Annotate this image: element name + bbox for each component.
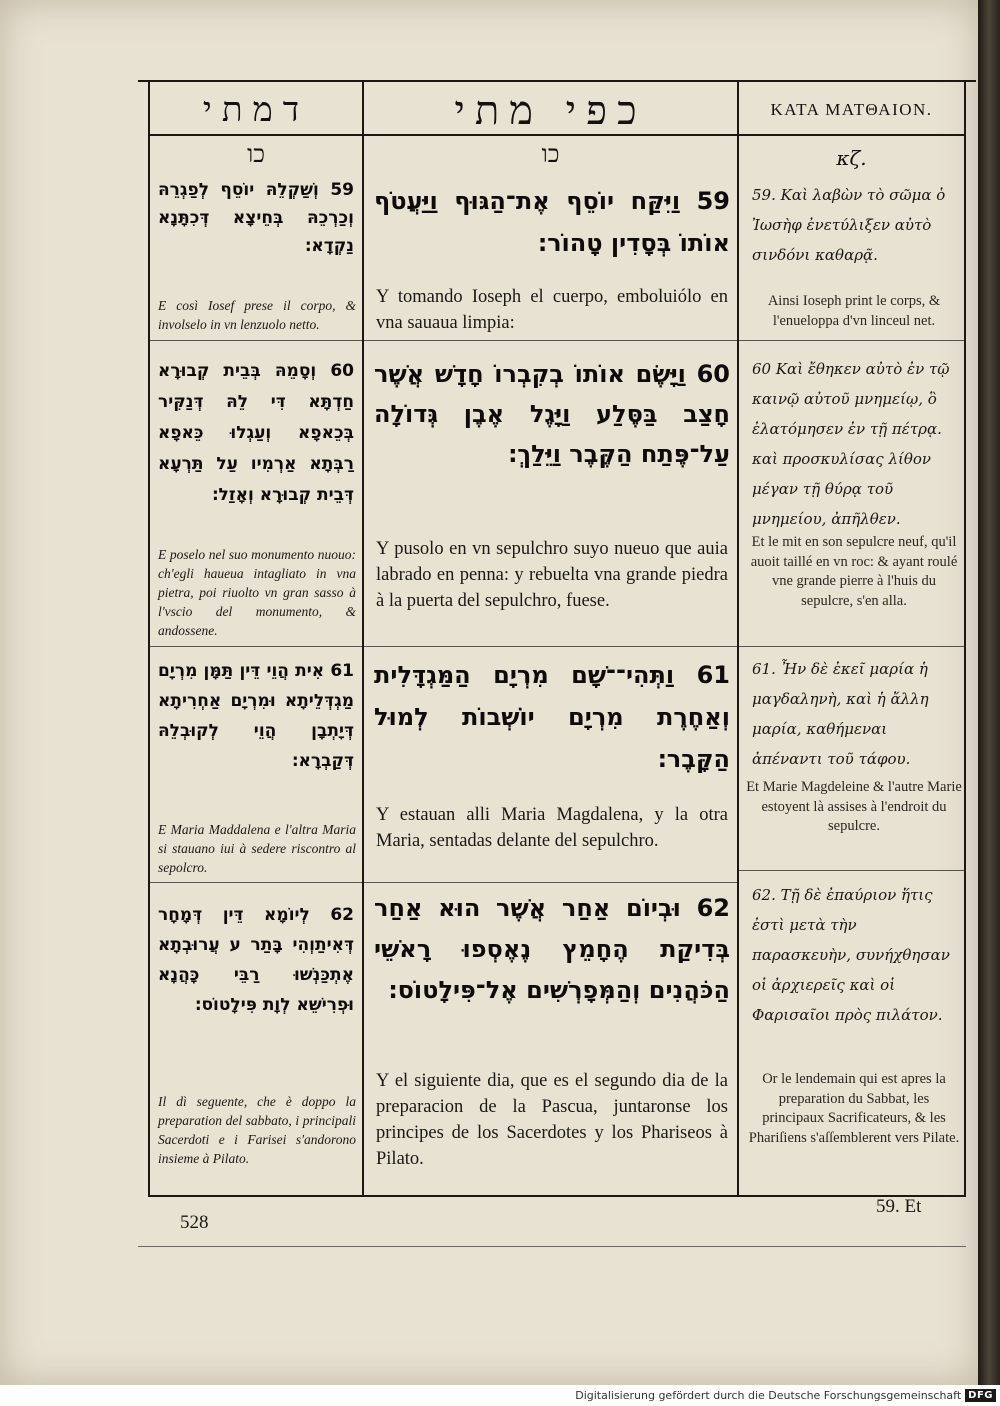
french-verse-62: Or le lendemain qui est apres la preparation du Sabbat, les principaux Sacrificateurs, & les Phariſiens s'aſſemblerent vers Pilate. bbox=[748, 1071, 960, 1146]
column-divider-1 bbox=[362, 82, 364, 1197]
chapter-hebrew: כו bbox=[541, 140, 560, 168]
book-spine bbox=[978, 0, 1000, 1385]
italian-verse-59: E così Iosef prese il corpo, & involselo in vn lenzuolo netto. bbox=[158, 298, 356, 332]
left-border bbox=[148, 82, 150, 1197]
hebrew-verse-60: 60 וַיָּשֶׂם אוֹתוֹ בְקִבְרוֹ חָדָשׁ אֲשֶׁר חָצַב בַּסֶּלַע וַיָּגֶל אֶבֶן גְּדוֹלָה עַל־פֶּתַח הַקֶּבֶר וַיֵּלַךְ׃ bbox=[374, 360, 730, 468]
aramaic-verse-61: 61 אִית הֲוֵי דֵּין תַּמָּן מִרְיָם מַגְדְּלֵיתָא וּמִרְיָם אַחְרִיתָא דְּיָתְבָן הֲוֵי לְקוּבְלֵהּ דְּקַבְרָא׃ bbox=[158, 661, 354, 771]
bottom-rule bbox=[148, 1195, 966, 1197]
header-rule bbox=[148, 134, 966, 136]
separator-center-3 bbox=[364, 882, 737, 883]
greek-verse-61: 61. Ἦν δὲ ἐκεῖ μαρία ἡ μαγδαληνὴ, καὶ ἡ ἄλλη μαρία, καθήμεναι ἀπέναντι τοῦ τάφου. bbox=[752, 660, 929, 768]
separator-center-1 bbox=[364, 340, 737, 341]
top-rule bbox=[138, 80, 976, 82]
italian-verse-61: E Maria Maddalena e l'altra Maria si stauano iui à sedere riscontro al sepolcro. bbox=[158, 822, 356, 875]
italian-verse-62: Il dì seguente, che è doppo la preparation del sabbato, i principali Sacerdoti e i Farisei s'andorono insieme à Pilato. bbox=[158, 1094, 356, 1166]
hebrew-verse-59: 59 וַיִּקַּח יוֹסֵף אֶת־הַגּוּף וַיַּעֲטֹף אוֹתוֹ בְּסָדִין טָהוֹר׃ bbox=[374, 187, 730, 257]
separator-left-2 bbox=[150, 646, 362, 647]
header-aramaic: דמתי bbox=[202, 90, 310, 130]
italian-verse-60: E poselo nel suo monumento nuouo: ch'egli haueua intagliato in vna pietra, poi riuolto vn gran sasso à l'vscio del monumento, & andossene. bbox=[158, 547, 356, 638]
spanish-verse-59: Y tomando Ioseph el cuerpo, emboluiólo en vna sauaua limpia: bbox=[376, 287, 728, 333]
separator-left-3 bbox=[150, 882, 362, 883]
french-verse-60: Et le mit en son sepulcre neuf, qu'il auoit taillé en vn roc: & ayant roulé vne grande pierre à l'huis du sepulcre, s'en alla. bbox=[750, 534, 958, 609]
hebrew-verse-62: 62 וּבְיוֹם אַחַר אֲשֶׁר הוּא אַחַר בְּדִיקַת הֶחָמֵץ נֶאֶסְפוּ רָאשֵׁי הַכֹּהֲנִים וְהַמְּפָרְשִׁים אֶל־פִּילָטוֹס׃ bbox=[374, 894, 730, 1004]
greek-verse-59: 59. Καὶ λαβὼν τὸ σῶμα ὁ Ἰωσὴφ ἐνετύλιξεν αὐτὸ σινδόνι καθαρᾷ. bbox=[752, 186, 946, 264]
right-border bbox=[964, 82, 966, 1197]
separator-right-3 bbox=[739, 870, 964, 871]
hebrew-verse-61: 61 וַתְּהִי־־שָׁם מִרְיָם הַמַּגְדָּלִית וְאַחֶרֶת מִרְיָם יוֹשְׁבוֹת לְמוּל הַקָּבֶר׃ bbox=[374, 661, 730, 773]
catchword: 59. Et bbox=[876, 1196, 922, 1217]
greek-verse-60: 60 Καὶ ἔθηκεν αὐτὸ ἐν τῷ καινῷ αὐτοῦ μνημείῳ, ὃ ἐλατόμησεν ἐν τῇ πέτρᾳ. καὶ προσκυλίσας λίθον μέγαν τῇ θύρᾳ τοῦ μνημείου, ἀπῆλθεν. bbox=[752, 360, 950, 528]
page-number: 528 bbox=[180, 1212, 209, 1233]
header-hebrew: כפי מתי bbox=[454, 87, 647, 134]
separator-right-1 bbox=[739, 340, 964, 341]
chapter-greek: κζ. bbox=[836, 146, 867, 170]
aramaic-verse-59: 59 וְשַׁקְלֵהּ יוֹסֵף לְפַגְרֵהּ וְכַרְכֵהּ בְּחֵיצָא דְּכִתָּנָא נַקְדָא׃ bbox=[158, 180, 354, 256]
header-greek: ΚΑΤΑ ΜΑΤΘΑΙΟΝ. bbox=[770, 100, 933, 119]
digitization-credit bbox=[575, 1386, 996, 1405]
separator-right-2 bbox=[739, 646, 964, 647]
column-divider-2 bbox=[737, 82, 739, 1197]
footer-rule bbox=[138, 1246, 966, 1247]
spanish-verse-62: Y el siguiente dia, que es el segundo dia de la preparacion de la Pascua, juntaronse los principes de los Sacerdotes y los Phariseos à Pilato. bbox=[376, 1071, 728, 1169]
french-verse-59: Ainsi Ioseph print le corps, & l'enueloppa d'vn linceul net. bbox=[767, 293, 941, 329]
aramaic-verse-62: 62 לְיוֹמָא דֵּין דְּמָחָר דְּאִיתַוְהִי בָּתַר ע עֲרוּבְתָא אֶתְכַּנְשׁוּ רַבֵּי כָּהֲנָא וּפְרִישֵׁא לְוָת פִּילָטוֹס׃ bbox=[158, 905, 354, 1015]
dfg-logo: DFG bbox=[965, 1389, 996, 1402]
french-verse-61: Et Marie Magdeleine & l'autre Marie estoyent là assises à l'endroit du sepulcre. bbox=[746, 779, 962, 834]
aramaic-verse-60: 60 וְסָמֵהּ בְּבֵית קְבוּרָא חַדְתָּא דִּי לֵהּ דְּנַקִּיר בְּכֵאפָא וְעַגְלוּ כֵּאפָא רַבְּתָא אַרְמִיו עַל תַּרְעָא דְּבֵית קְבוּרָא וְאָזַל׃ bbox=[158, 361, 354, 505]
chapter-aramaic: כו bbox=[247, 140, 265, 168]
greek-verse-62: 62. Τῇ δὲ ἐπαύριον ἥτις ἐστὶ μετὰ τὴν παρασκευὴν, συνήχθησαν οἱ ἀρχιερεῖς καὶ οἱ Φαρισαῖοι πρὸς πιλάτον. bbox=[752, 886, 950, 1024]
spanish-verse-61: Y estauan alli Maria Magdalena, y la otra Maria, sentadas delante del sepulchro. bbox=[376, 805, 728, 851]
spanish-verse-60: Y pusolo en vn sepulchro suyo nueuo que auia labrado en penna: y rebuelta vna grande piedra à la puerta del sepulchro, fuese. bbox=[376, 539, 728, 611]
digitization-note: Digitalisierung gefördert durch die Deutsche Forschungsgemeinschaft bbox=[575, 1389, 962, 1402]
separator-center-2 bbox=[364, 646, 737, 647]
separator-left-1 bbox=[150, 340, 362, 341]
